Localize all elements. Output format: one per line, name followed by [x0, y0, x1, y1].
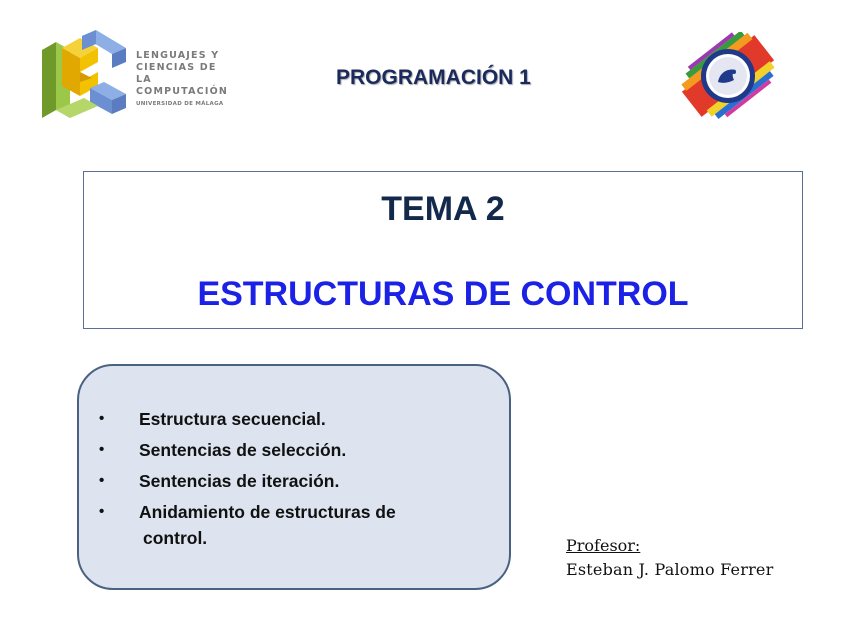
- lcc-logo-icon: [40, 28, 132, 120]
- bullet-icon: •: [99, 503, 105, 520]
- lcc-logo-line-1: LENGUAJES Y: [136, 50, 220, 61]
- bullet-icon: •: [99, 441, 105, 458]
- topic-text: Sentencias de selección.: [139, 440, 347, 460]
- list-item: [97, 406, 497, 432]
- topics-box: [77, 364, 511, 590]
- lcc-department-logo: [40, 28, 230, 120]
- topic-title: ESTRUCTURAS DE CONTROL: [197, 275, 689, 313]
- lcc-logo-line-4: UNIVERSIDAD DE MÁLAGA: [136, 101, 224, 107]
- topic-text: Anidamiento de estructuras de: [139, 502, 396, 522]
- professor-info: [566, 534, 773, 582]
- list-item: [97, 468, 497, 494]
- course-title: PROGRAMACIÓN 1: [336, 66, 531, 89]
- university-seal-icon: [672, 32, 784, 120]
- topics-list: [97, 406, 497, 556]
- title-box: [83, 171, 803, 329]
- topic-text: Estructura secuencial.: [139, 409, 326, 429]
- lcc-logo-line-2: CIENCIAS DE LA: [136, 62, 217, 85]
- university-logo: [672, 32, 784, 120]
- professor-label: Profesor:: [566, 536, 641, 555]
- bullet-icon: •: [99, 472, 105, 489]
- list-item: [97, 499, 497, 551]
- topic-text: Sentencias de iteración.: [139, 471, 340, 491]
- topic-number: TEMA 2: [381, 190, 505, 228]
- lcc-logo-line-3: COMPUTACIÓN: [136, 86, 229, 97]
- lcc-logo-text: [136, 50, 230, 110]
- professor-name: Esteban J. Palomo Ferrer: [566, 560, 774, 579]
- list-item: [97, 437, 497, 463]
- bullet-icon: •: [99, 410, 105, 427]
- topic-text-continuation: control.: [143, 528, 208, 548]
